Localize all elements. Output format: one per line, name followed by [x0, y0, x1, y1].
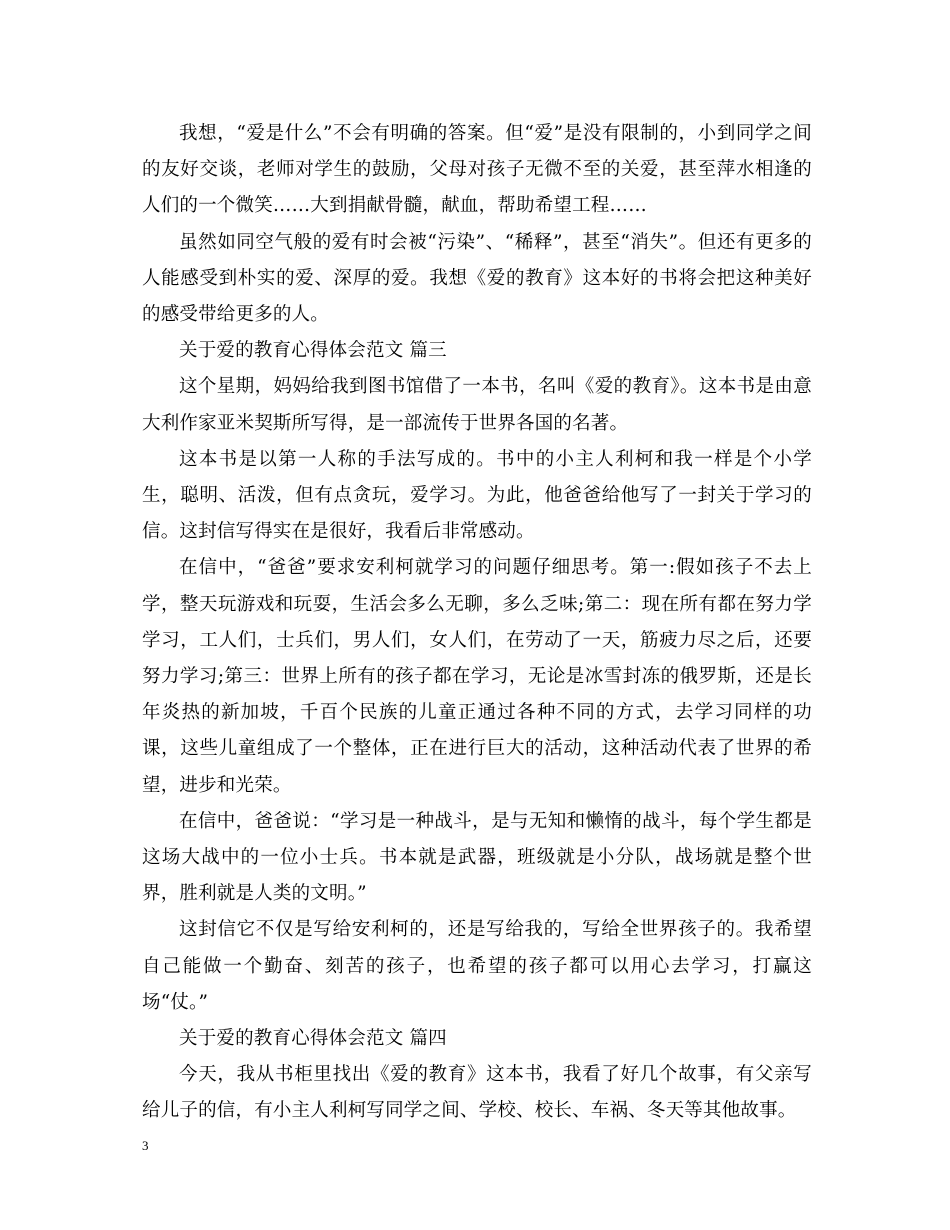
paragraph-book-borrowed: 这个星期，妈妈给我到图书馆借了一本书，名叫《爱的教育》。这本书是由意大利作家亚米契斯所写得，是一部流传于世界各国的名著。	[142, 376, 812, 434]
paragraph-love-spread: 虽然如同空气般的爱有时会被“污染”、“稀释”，甚至“消失”。但还有更多的人能感受到朴实的爱、深厚的爱。我想《爱的教育》这本好的书将会把这种美好的感受带给更多的人。	[142, 231, 812, 326]
paragraph-first-person: 这本书是以第一人称的手法写成的。书中的小主人利柯和我一样是个小学生，聪明、活泼，但有点贪玩，爱学习。为此，他爸爸给他写了一封关于学习的信。这封信写得实在是很好，我看后非常感动。	[142, 448, 812, 543]
paragraph-letter-content: 在信中，“爸爸”要求安利柯就学习的问题仔细思考。第一:假如孩子不去上学，整天玩游戏和玩耍，生活会多么无聊，多么乏味;第二：现在所有都在努力学学习，工人们，士兵们，男人们，女人们，在劳动了一天，筋疲力尽之后，还要努力学习;第三：世界上所有的孩子都在学习，无论是冰雪封冻的俄罗斯，还是长年炎热的新加坡，千百个民族的儿童正通过各种不同的方式，去学习同样的功课，这些儿童组成了一个整体，正在进行巨大的活动，这种活动代表了世界的希望，进步和光荣。	[142, 557, 812, 796]
section-heading-part-three: 关于爱的教育心得体会范文 篇三	[179, 340, 447, 362]
section-heading-part-four: 关于爱的教育心得体会范文 篇四	[179, 1028, 447, 1050]
page-number: 3	[142, 1138, 149, 1153]
paragraph-love-definition: 我想，“爱是什么”不会有明确的答案。但“爱”是没有限制的，小到同学之间的友好交谈，老师对学生的鼓励，父母对孩子无微不至的关爱，甚至萍水相逢的人们的一个微笑……大到捐献骨髓，献血，帮助希望工程……	[142, 123, 812, 217]
document-body	[142, 116, 812, 1130]
paragraph-father-quote: 在信中，爸爸说：“学习是一种战斗，是与无知和懒惰的战斗，每个学生都是这场大战中的一位小士兵。书本就是武器，班级就是小分队，战场就是整个世界，胜利就是人类的文明。”	[142, 810, 812, 905]
paragraph-reflection: 这封信它不仅是写给安利柯的，还是写给我的，写给全世界孩子的。我希望自己能做一个勤奋、刻苦的孩子，也希望的孩子都可以用心去学习，打赢这场“仗。”	[142, 919, 812, 1013]
paragraph-bookshelf: 今天，我从书柜里找出《爱的教育》这本书，我看了好几个故事，有父亲写给儿子的信，有小主人利柯写同学之间、学校、校长、车祸、冬天等其他故事。	[142, 1064, 812, 1122]
